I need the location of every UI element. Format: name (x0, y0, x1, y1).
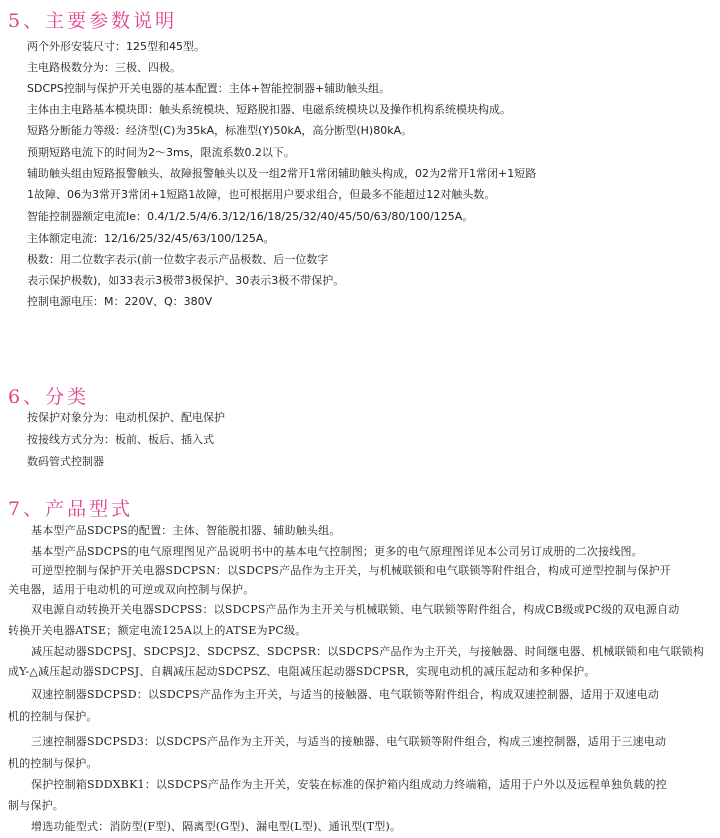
section-7-line: 双速控制器SDCPSD：以SDCPS产品作为主开关，与适当的接触器、电气联锁等附件组合，构成双速控制器，适用于双速电动 (31, 688, 660, 701)
section-5-line: 两个外形安装尺寸：125型和45型。 (27, 40, 205, 53)
section-5-line: SDCPS控制与保护开关电器的基本配置：主体+智能控制器+辅助触头组。 (27, 82, 391, 95)
section-5-line: 辅助触头组由短路报警触头、故障报警触头以及一组2常开1常闭辅助触头构成，02为2常开1常闭+1短路 (27, 167, 537, 180)
section-5-line: 短路分断能力等级：经济型(C)为35kA，标准型(Y)50kA，高分断型(H)80kA。 (27, 124, 413, 137)
section-5-line: 主体由主电路基本模块即：触头系统模块、短路脱扣器、电磁系统模块以及操作机构系统模块构成。 (27, 103, 511, 116)
section-6-title: 6、分类 (8, 386, 90, 408)
section-5-line: 控制电源电压：M：220V、Q：380V (27, 295, 213, 308)
section-5-line: 预期短路电流下的时间为2～3ms，限流系数0.2以下。 (27, 146, 295, 159)
section-7-line: 制与保护。 (8, 799, 64, 812)
section-5-title: 5、主要参数说明 (8, 10, 178, 32)
section-6-line: 数码管式控制器 (27, 455, 104, 468)
section-5-line: 主体额定电流：12/16/25/32/45/63/100/125A。 (27, 232, 275, 245)
section-5-line: 极数：用二位数字表示(前一位数字表示产品极数、后一位数字 (27, 253, 329, 266)
section-7-line: 增选功能型式：消防型(F型)、隔离型(G型)、漏电型(L型)、通讯型(T型)。 (31, 820, 402, 833)
section-6-line: 按保护对象分为：电动机保护、配电保护 (27, 411, 225, 424)
section-7-line: 减压起动器SDCPSJ、SDCPSJ2、SDCPSZ、SDCPSR：以SDCPS产品作为主开关，与接触器、时间继电器、机械联锁和电气联锁构 (31, 645, 705, 658)
section-5-line: 智能控制器额定电流Ie：0.4/1/2.5/4/6.3/12/16/18/25/32/40/45/50/63/80/100/125A。 (27, 210, 474, 223)
section-7-line: 关电器，适用于电动机的可逆或双向控制与保护。 (8, 583, 255, 596)
section-7-line: 双电源自动转换开关电器SDCPSS：以SDCPS产品作为主开关与机械联锁、电气联锁等附件组合，构成CB级或PC级的双电源自动 (31, 603, 680, 616)
section-6-line: 按接线方式分为：板前、板后、插入式 (27, 433, 214, 446)
section-7-line: 三速控制器SDCPSD3：以SDCPS产品作为主开关，与适当的接触器、电气联锁等附件组合，构成三速控制器，适用于三速电动 (31, 735, 667, 748)
section-7-line: 可逆型控制与保护开关电器SDCPSN：以SDCPS产品作为主开关，与机械联锁和电气联锁等附件组合，构成可逆型控制与保护开 (31, 564, 672, 577)
section-5-line: 表示保护极数)，如33表示3极带3极保护、30表示3极不带保护。 (27, 274, 345, 287)
section-5-line: 1故障、06为3常开3常闭+1短路1故障，也可根据用户要求组合，但最多不能超过12对触头数。 (27, 188, 496, 201)
section-7-title: 7、产品型式 (8, 498, 134, 520)
section-7-line: 机的控制与保护。 (8, 757, 98, 770)
section-7-line: 机的控制与保护。 (8, 710, 98, 723)
section-7-line: 基本型产品SDCPS的配置：主体、智能脱扣器、辅助触头组。 (31, 524, 341, 537)
section-5-line: 主电路极数分为：三极、四极。 (27, 61, 181, 74)
section-7-line: 保护控制箱SDDXBK1：以SDCPS产品作为主开关，安装在标准的保护箱内组成动力终端箱，适用于户外以及远程单独负载的控 (31, 778, 668, 791)
section-7-line: 转换开关电器ATSE；额定电流125A以上的ATSE为PC级。 (8, 624, 307, 637)
section-7-line: 基本型产品SDCPS的电气原理图见产品说明书中的基本电气控制图；更多的电气原理图详见本公司另订成册的二次接线图。 (31, 545, 643, 558)
section-7-line: 成Y-△减压起动器SDCPSJ、自耦减压起动SDCPSZ、电阻减压起动器SDCPSR，实现电动机的减压起动和多种保护。 (8, 665, 596, 678)
